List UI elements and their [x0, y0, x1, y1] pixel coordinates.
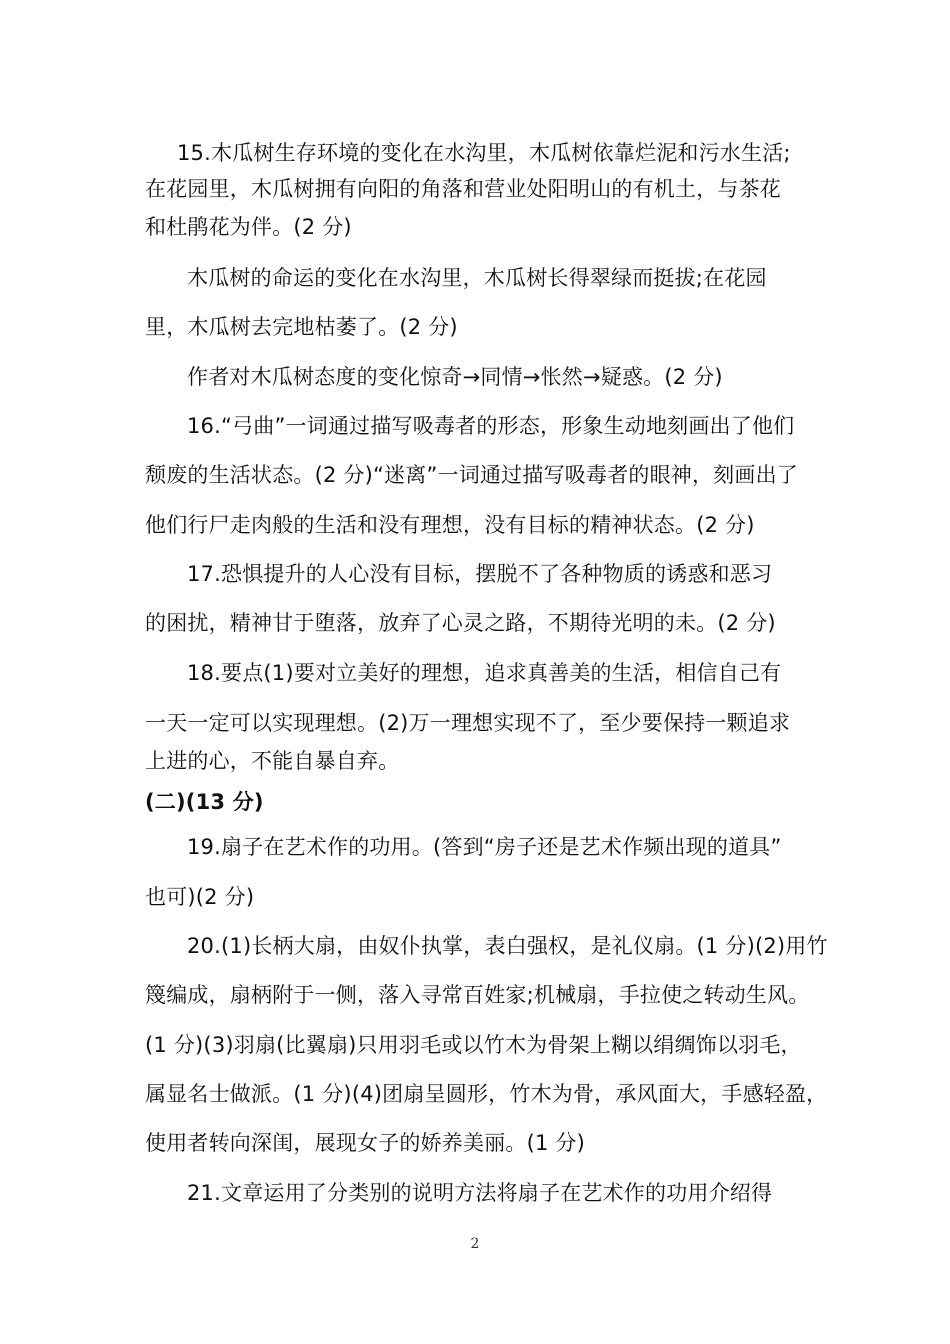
- q16-line-1: 16.“弓曲”一词通过描写吸毒者的形态，形象生动地刻画出了他们: [187, 414, 795, 438]
- q16-line-3: 他们行尸走肉般的生活和没有理想，没有目标的精神状态。(2 分): [145, 513, 755, 537]
- q20-line-1: 20.(1)长柄大扇，由奴仆执掌，表白强权，是礼仪扇。(1 分)(2)用竹: [187, 934, 828, 958]
- q18-line-2: 一天一定可以实现理想。(2)万一理想实现不了，至少要保持一颗追求: [145, 711, 791, 735]
- q17-line-1: 17.恐惧提升的人心没有目标，摆脱不了各种物质的诱惑和恶习: [187, 562, 773, 586]
- q18-line-1: 18.要点(1)要对立美好的理想，追求真善美的生活，相信自己有: [187, 661, 782, 685]
- q20-line-4: 属显名士做派。(1 分)(4)团扇呈圆形，竹木为骨，承风面大，手感轻盈，: [145, 1082, 828, 1106]
- q15b-line-2: 里，木瓜树去完地枯萎了。(2 分): [145, 315, 458, 339]
- q20-line-5: 使用者转向深闺，展现女子的娇养美丽。(1 分): [145, 1131, 586, 1155]
- q16-line-2: 颓废的生活状态。(2 分)“迷离”一词通过描写吸毒者的眼神，刻画出了: [145, 463, 798, 487]
- page-number: 2: [470, 1236, 480, 1252]
- q19-line-2: 也可)(2 分): [145, 885, 255, 909]
- q15-line-1: 15.木瓜树生存环境的变化在水沟里，木瓜树依靠烂泥和污水生活;: [177, 141, 791, 165]
- q18-line-3: 上进的心，不能自暴自弃。: [145, 749, 400, 773]
- q19-line-1: 19.扇子在艺术作的功用。(答到“房子还是艺术作频出现的道具”: [187, 835, 782, 859]
- q17-line-2: 的困扰，精神甘于堕落，放弃了心灵之路，不期待光明的未。(2 分): [145, 611, 776, 635]
- q15b-line-1: 木瓜树的命运的变化在水沟里，木瓜树长得翠绿而挺拔;在花园: [187, 266, 767, 290]
- q15-line-2: 在花园里，木瓜树拥有向阳的角落和营业处阳明山的有机土，与茶花: [145, 177, 781, 201]
- q15c-line-1: 作者对木瓜树态度的变化惊奇→同情→怅然→疑惑。(2 分): [187, 365, 723, 389]
- q15-line-3: 和杜鹃花为伴。(2 分): [145, 215, 352, 239]
- q21-line-1: 21.文章运用了分类别的说明方法将扇子在艺术作的功用介绍得: [187, 1181, 773, 1205]
- q20-line-2: 篾编成，扇柄附于一侧，落入寻常百姓家;机械扇，手拉使之转动生风。: [145, 983, 810, 1007]
- q20-line-3: (1 分)(3)羽扇(比翼扇)只用羽毛或以竹木为骨架上糊以绢绸饰以羽毛，: [145, 1033, 802, 1057]
- section-heading: (二)(13 分): [145, 790, 264, 814]
